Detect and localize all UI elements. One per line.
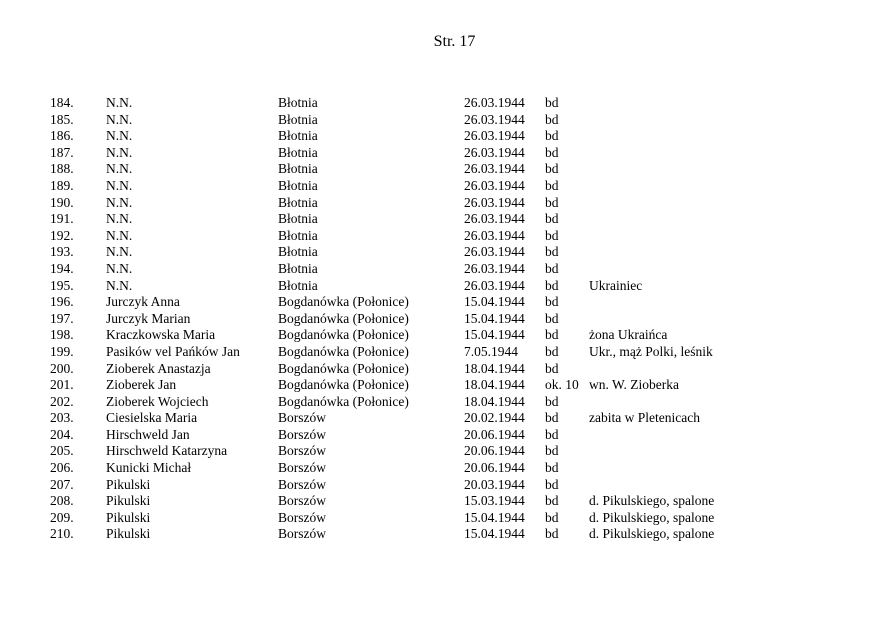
age-value: bd — [545, 493, 559, 509]
death-date: 26.03.1944 — [464, 194, 525, 210]
place-name: Borszów — [278, 526, 326, 542]
entry-number: 192. — [50, 227, 74, 243]
death-date: 26.03.1944 — [464, 111, 525, 127]
place-name: Borszów — [278, 426, 326, 442]
death-date: 18.04.1944 — [464, 360, 525, 376]
page-header — [0, 33, 893, 51]
list-item — [0, 195, 893, 212]
age-value: bd — [545, 426, 559, 442]
victim-name: N.N. — [106, 161, 133, 177]
remark: Ukr., mąż Polki, leśnik — [589, 343, 713, 359]
entry-number: 200. — [50, 360, 74, 376]
entry-number: 190. — [50, 194, 74, 210]
age-value: bd — [545, 410, 559, 426]
remark: zabita w Pletenicach — [589, 410, 700, 426]
victim-name: N.N. — [106, 260, 133, 276]
list-item — [0, 443, 893, 460]
victim-name: Kraczkowska Maria — [106, 327, 216, 343]
victim-name: Pikulski — [106, 509, 151, 525]
list-item — [0, 361, 893, 378]
victims-list — [0, 95, 893, 543]
list-item — [0, 145, 893, 162]
entry-number: 208. — [50, 493, 74, 509]
death-date: 18.04.1944 — [464, 377, 525, 393]
place-name: Bogdanówka (Połonice) — [278, 310, 409, 326]
age-value: bd — [545, 294, 559, 310]
entry-number: 207. — [50, 476, 74, 492]
victim-name: Zioberek Jan — [106, 377, 177, 393]
place-name: Borszów — [278, 443, 326, 459]
victim-name: Hirschweld Jan — [106, 426, 190, 442]
victim-name: N.N. — [106, 144, 133, 160]
list-item — [0, 510, 893, 527]
place-name: Błotnia — [278, 227, 318, 243]
victim-name: N.N. — [106, 128, 133, 144]
death-date: 26.03.1944 — [464, 260, 525, 276]
list-item — [0, 410, 893, 427]
list-item — [0, 394, 893, 411]
place-name: Błotnia — [278, 244, 318, 260]
age-value: bd — [545, 526, 559, 542]
death-date: 15.04.1944 — [464, 509, 525, 525]
death-date: 26.03.1944 — [464, 244, 525, 260]
list-item — [0, 344, 893, 361]
entry-number: 197. — [50, 310, 74, 326]
age-value: bd — [545, 194, 559, 210]
death-date: 20.06.1944 — [464, 426, 525, 442]
death-date: 15.04.1944 — [464, 526, 525, 542]
age-value: bd — [545, 327, 559, 343]
place-name: Błotnia — [278, 95, 318, 110]
place-name: Błotnia — [278, 128, 318, 144]
victim-name: N.N. — [106, 277, 133, 293]
place-name: Błotnia — [278, 277, 318, 293]
victim-name: N.N. — [106, 111, 133, 127]
entry-number: 206. — [50, 460, 74, 476]
place-name: Bogdanówka (Połonice) — [278, 377, 409, 393]
death-date: 20.06.1944 — [464, 443, 525, 459]
age-value: bd — [545, 476, 559, 492]
death-date: 15.04.1944 — [464, 294, 525, 310]
entry-number: 184. — [50, 95, 74, 110]
death-date: 26.03.1944 — [464, 211, 525, 227]
death-date: 26.03.1944 — [464, 144, 525, 160]
death-date: 26.03.1944 — [464, 128, 525, 144]
entry-number: 187. — [50, 144, 74, 160]
age-value: bd — [545, 343, 559, 359]
entry-number: 196. — [50, 294, 74, 310]
age-value: bd — [545, 509, 559, 525]
place-name: Błotnia — [278, 111, 318, 127]
list-item — [0, 261, 893, 278]
death-date: 15.04.1944 — [464, 327, 525, 343]
age-value: bd — [545, 260, 559, 276]
age-value: bd — [545, 460, 559, 476]
place-name: Borszów — [278, 509, 326, 525]
place-name: Błotnia — [278, 144, 318, 160]
list-item — [0, 278, 893, 295]
entry-number: 209. — [50, 509, 74, 525]
age-value: bd — [545, 277, 559, 293]
entry-number: 202. — [50, 393, 74, 409]
victim-name: N.N. — [106, 244, 133, 260]
victim-name: Kunicki Michał — [106, 460, 192, 476]
list-item — [0, 427, 893, 444]
list-item — [0, 161, 893, 178]
page-number: Str. 17 — [433, 33, 476, 50]
list-item — [0, 211, 893, 228]
place-name: Bogdanówka (Połonice) — [278, 327, 409, 343]
list-item — [0, 112, 893, 129]
victim-name: Jurczyk Anna — [106, 294, 180, 310]
death-date: 26.03.1944 — [464, 95, 525, 110]
remark: Ukrainiec — [589, 277, 643, 293]
age-value: bd — [545, 310, 559, 326]
victim-name: N.N. — [106, 211, 133, 227]
death-date: 26.03.1944 — [464, 277, 525, 293]
remark: wn. W. Zioberka — [589, 377, 679, 393]
victim-name: Zioberek Wojciech — [106, 393, 209, 409]
list-item — [0, 178, 893, 195]
list-item — [0, 477, 893, 494]
death-date: 18.04.1944 — [464, 393, 525, 409]
age-value: bd — [545, 211, 559, 227]
victim-name: N.N. — [106, 177, 133, 193]
age-value: bd — [545, 95, 559, 110]
entry-number: 185. — [50, 111, 74, 127]
victim-name: Pasików vel Pańków Jan — [106, 343, 240, 359]
entry-number: 204. — [50, 426, 74, 442]
age-value: bd — [545, 144, 559, 160]
remark: żona Ukraińca — [589, 327, 668, 343]
victim-name: N.N. — [106, 95, 133, 110]
entry-number: 186. — [50, 128, 74, 144]
list-item — [0, 294, 893, 311]
remark: d. Pikulskiego, spalone — [589, 526, 715, 542]
place-name: Bogdanówka (Połonice) — [278, 360, 409, 376]
age-value: bd — [545, 111, 559, 127]
entry-number: 188. — [50, 161, 74, 177]
entry-number: 203. — [50, 410, 74, 426]
death-date: 15.04.1944 — [464, 310, 525, 326]
death-date: 26.03.1944 — [464, 177, 525, 193]
entry-number: 205. — [50, 443, 74, 459]
death-date: 7.05.1944 — [464, 343, 518, 359]
list-item — [0, 526, 893, 543]
place-name: Bogdanówka (Połonice) — [278, 294, 409, 310]
remark: d. Pikulskiego, spalone — [589, 493, 715, 509]
entry-number: 189. — [50, 177, 74, 193]
age-value: bd — [545, 161, 559, 177]
victim-name: Pikulski — [106, 476, 151, 492]
victim-name: Ciesielska Maria — [106, 410, 198, 426]
place-name: Borszów — [278, 410, 326, 426]
place-name: Bogdanówka (Połonice) — [278, 343, 409, 359]
victim-name: N.N. — [106, 227, 133, 243]
place-name: Borszów — [278, 460, 326, 476]
age-value: bd — [545, 128, 559, 144]
age-value: bd — [545, 244, 559, 260]
list-item — [0, 244, 893, 261]
list-item — [0, 460, 893, 477]
place-name: Borszów — [278, 493, 326, 509]
place-name: Bogdanówka (Połonice) — [278, 393, 409, 409]
list-item — [0, 95, 893, 112]
age-value: bd — [545, 360, 559, 376]
victim-name: Hirschweld Katarzyna — [106, 443, 228, 459]
list-item — [0, 377, 893, 394]
victim-name: Pikulski — [106, 526, 151, 542]
entry-number: 201. — [50, 377, 74, 393]
entry-number: 195. — [50, 277, 74, 293]
victim-name: Zioberek Anastazja — [106, 360, 211, 376]
death-date: 20.02.1944 — [464, 410, 525, 426]
entry-number: 199. — [50, 343, 74, 359]
death-date: 20.03.1944 — [464, 476, 525, 492]
list-item — [0, 228, 893, 245]
list-item — [0, 128, 893, 145]
age-value: ok. 10 — [545, 377, 579, 393]
age-value: bd — [545, 177, 559, 193]
list-item — [0, 311, 893, 328]
death-date: 26.03.1944 — [464, 161, 525, 177]
place-name: Błotnia — [278, 211, 318, 227]
death-date: 15.03.1944 — [464, 493, 525, 509]
entry-number: 198. — [50, 327, 74, 343]
victim-name: Pikulski — [106, 493, 151, 509]
place-name: Błotnia — [278, 161, 318, 177]
entry-number: 193. — [50, 244, 74, 260]
entry-number: 191. — [50, 211, 74, 227]
place-name: Borszów — [278, 476, 326, 492]
age-value: bd — [545, 443, 559, 459]
entry-number: 194. — [50, 260, 74, 276]
victim-name: N.N. — [106, 194, 133, 210]
place-name: Błotnia — [278, 177, 318, 193]
death-date: 20.06.1944 — [464, 460, 525, 476]
remark: d. Pikulskiego, spalone — [589, 509, 715, 525]
age-value: bd — [545, 227, 559, 243]
entry-number: 210. — [50, 526, 74, 542]
victim-name: Jurczyk Marian — [106, 310, 191, 326]
list-item — [0, 493, 893, 510]
list-item — [0, 327, 893, 344]
age-value: bd — [545, 393, 559, 409]
place-name: Błotnia — [278, 194, 318, 210]
death-date: 26.03.1944 — [464, 227, 525, 243]
place-name: Błotnia — [278, 260, 318, 276]
